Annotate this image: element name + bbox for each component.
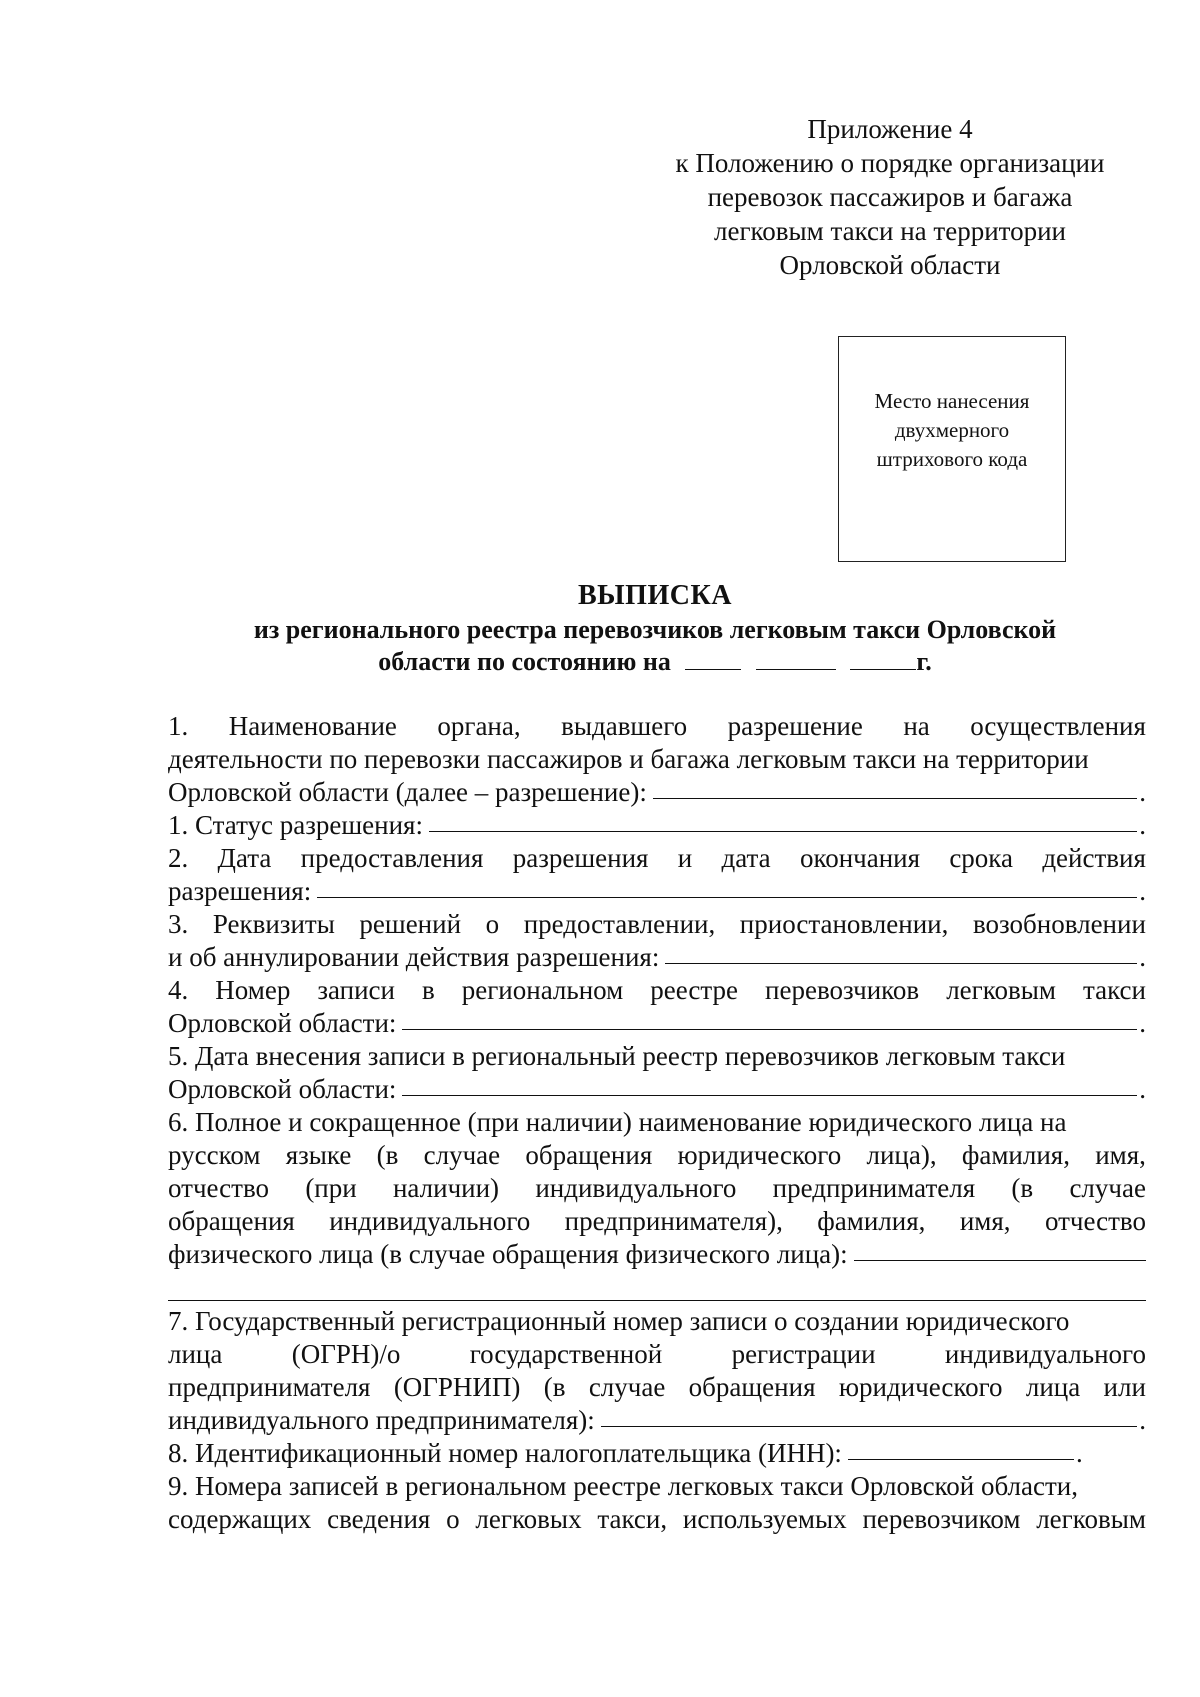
item-8-line: [168, 1437, 1146, 1470]
item-5-line-1: [168, 1040, 1146, 1073]
item-9-line-2: [168, 1503, 1146, 1536]
item-6-text: 6. Полное и сокращенное (при наличии) наименование юридического лица на: [168, 1107, 1067, 1137]
permit-status-label: 1. Статус разрешения:: [168, 810, 423, 840]
item-2-line-1: [168, 842, 1146, 875]
word: 2.: [168, 843, 189, 873]
word: предпринимателя: [772, 1173, 976, 1203]
word: отчество: [1044, 1206, 1146, 1236]
item-5-text: 5. Дата внесения записи в региональный реестр перевозчиков легковым такси: [168, 1041, 1066, 1071]
item-7-line-3: [168, 1371, 1146, 1404]
word: фамилия,: [817, 1206, 926, 1236]
registry-entry-date-field[interactable]: [402, 1073, 1137, 1096]
word: государственной: [469, 1339, 663, 1369]
word: органа,: [437, 711, 521, 741]
word: разрешения: [512, 843, 649, 873]
applicant-name-label: физического лица (в случае обращения физического лица):: [168, 1239, 848, 1269]
word: (в: [1011, 1173, 1034, 1203]
registry-entry-date-label: Орловской области:: [168, 1074, 397, 1104]
word: на: [903, 711, 930, 741]
period: .: [1139, 810, 1146, 840]
inn-label: 8. Идентификационный номер налогоплательщика (ИНН):: [168, 1438, 842, 1468]
period: .: [1139, 777, 1146, 807]
word: наличии): [392, 1173, 500, 1203]
word: (ОГРН)/о: [291, 1339, 401, 1369]
period: .: [1139, 1405, 1146, 1435]
barcode-box-line: двухмерного: [894, 417, 1010, 442]
word: Дата: [217, 843, 272, 873]
word: (ОГРНИП): [393, 1372, 521, 1402]
word: лица),: [866, 1140, 937, 1170]
word: 1.: [168, 711, 189, 741]
ogrn-field[interactable]: [601, 1404, 1138, 1427]
item-1-line-1: [168, 710, 1146, 743]
registry-entry-number-field[interactable]: [402, 1007, 1137, 1030]
item-2-line-2: [168, 875, 1146, 908]
word: Номер: [215, 975, 291, 1005]
word: лица: [168, 1339, 223, 1369]
word: лица: [1025, 1372, 1081, 1402]
word: фамилия,: [961, 1140, 1070, 1170]
document-title-block: [160, 578, 1150, 678]
word: обращения: [688, 1372, 816, 1402]
word: отчество: [168, 1173, 270, 1203]
appendix-header: [640, 112, 1140, 282]
word: такси,: [597, 1504, 668, 1534]
date-day-blank[interactable]: [685, 647, 741, 670]
subtitle-date-prefix: области по состоянию на: [378, 647, 671, 676]
item-1-line-3: [168, 776, 1146, 809]
word: предоставления: [300, 843, 484, 873]
word: русском: [168, 1140, 261, 1170]
item-6-line-3: [168, 1172, 1146, 1205]
appendix-line: Орловской области: [779, 250, 1001, 280]
word: 4.: [168, 975, 189, 1005]
word: языке: [285, 1140, 352, 1170]
item-9-text: 9. Номера записей в региональном реестре легковых такси Орловской области,: [168, 1471, 1078, 1501]
word: обращения: [168, 1206, 295, 1236]
appendix-line: перевозок пассажиров и багажа: [707, 182, 1073, 212]
permit-status-line: [168, 809, 1146, 842]
item-7-line-1: [168, 1305, 1146, 1338]
word: случае: [1069, 1173, 1146, 1203]
word: предоставлении,: [523, 909, 716, 939]
item-4-line-1: [168, 974, 1146, 1007]
item-5-line-2: [168, 1073, 1146, 1106]
word: предпринимателя),: [564, 1206, 783, 1236]
word: сведения: [327, 1504, 431, 1534]
word: случае: [423, 1140, 501, 1170]
item-3-line-1: [168, 908, 1146, 941]
word: Реквизиты: [212, 909, 335, 939]
item-6-line-4: [168, 1205, 1146, 1238]
extract-fields: [168, 710, 1146, 1536]
item-3-line-2: [168, 941, 1146, 974]
issuing-authority-field[interactable]: [653, 776, 1137, 799]
date-year-blank[interactable]: [850, 647, 916, 670]
item-6-line-2: [168, 1139, 1146, 1172]
word: легковых: [475, 1504, 582, 1534]
word: Наименование: [228, 711, 397, 741]
word: о: [446, 1504, 460, 1534]
word: решений: [359, 909, 462, 939]
decision-details-field[interactable]: [665, 941, 1137, 964]
word: легковым: [1036, 1504, 1146, 1534]
applicant-name-field-continuation[interactable]: [168, 1271, 1146, 1301]
appendix-line: к Положению о порядке организации: [675, 148, 1105, 178]
word: перевозчиком: [862, 1504, 1021, 1534]
date-month-blank[interactable]: [756, 647, 836, 670]
word: (в: [376, 1140, 399, 1170]
inn-field[interactable]: [848, 1437, 1074, 1460]
word: о: [485, 909, 500, 939]
word: юридического: [838, 1372, 1003, 1402]
item-9-line-1: [168, 1470, 1146, 1503]
word: индивидуального: [329, 1206, 531, 1236]
word: регистрации: [731, 1339, 876, 1369]
item-1-text: деятельности по перевозки пассажиров и багажа легковым такси на территории: [168, 744, 1089, 774]
word: случае: [588, 1372, 666, 1402]
word: в: [421, 975, 435, 1005]
word: (в: [543, 1372, 566, 1402]
word: выдавшего: [561, 711, 688, 741]
appendix-line: легковым такси на территории: [713, 216, 1066, 246]
document-subtitle-line2: [160, 646, 1150, 678]
document-title: ВЫПИСКА: [578, 580, 732, 611]
word: обращения: [525, 1140, 653, 1170]
item-7-line-2: [168, 1338, 1146, 1371]
permit-dates-label: разрешения:: [168, 876, 312, 906]
barcode-placeholder-box: [838, 336, 1066, 562]
item-6-line-5: [168, 1238, 1146, 1271]
item-1-line-2: [168, 743, 1146, 776]
applicant-name-field[interactable]: [854, 1238, 1146, 1261]
word: записи: [317, 975, 395, 1005]
word: содержащих: [168, 1504, 312, 1534]
item-6-line-1: [168, 1106, 1146, 1139]
word: срока: [949, 843, 1014, 873]
item-7-line-4: [168, 1404, 1146, 1437]
appendix-line: Приложение 4: [807, 114, 973, 144]
word: возобновлении: [972, 909, 1146, 939]
word: разрешение: [727, 711, 863, 741]
subtitle-date-suffix: г.: [916, 647, 932, 676]
barcode-box-line: штрихового кода: [876, 446, 1028, 471]
word: имя,: [1095, 1140, 1146, 1170]
issuing-authority-label: Орловской области (далее – разрешение):: [168, 777, 647, 807]
period: .: [1139, 1074, 1146, 1104]
decision-details-label: и об аннулировании действия разрешения:: [168, 942, 660, 972]
document-subtitle-line1: из регионального реестра перевозчиков легковым такси Орловской: [253, 615, 1057, 644]
word: приостановлении,: [739, 909, 949, 939]
period: .: [1139, 876, 1146, 906]
ogrn-label: индивидуального предпринимателя):: [168, 1405, 595, 1435]
word: 3.: [168, 909, 189, 939]
registry-entry-number-label: Орловской области:: [168, 1008, 397, 1038]
word: перевозчиков: [765, 975, 920, 1005]
barcode-box-line: Место нанесения: [874, 388, 1030, 413]
word: имя,: [959, 1206, 1011, 1236]
word: и: [677, 843, 693, 873]
permit-status-field[interactable]: [429, 809, 1137, 832]
word: окончания: [799, 843, 921, 873]
word: легковым: [946, 975, 1056, 1005]
word: или: [1103, 1372, 1146, 1402]
word: индивидуального: [944, 1339, 1146, 1369]
word: реестре: [650, 975, 739, 1005]
word: дата: [721, 843, 771, 873]
item-7-text: 7. Государственный регистрационный номер записи о создании юридического: [168, 1306, 1070, 1336]
word: осуществления: [970, 711, 1146, 741]
item-4-line-2: [168, 1007, 1146, 1040]
permit-dates-field[interactable]: [317, 875, 1137, 898]
word: предпринимателя: [168, 1372, 371, 1402]
word: (при: [305, 1173, 357, 1203]
word: используемых: [682, 1504, 847, 1534]
word: такси: [1082, 975, 1146, 1005]
period: .: [1139, 942, 1146, 972]
period: .: [1139, 1008, 1146, 1038]
word: действия: [1042, 843, 1146, 873]
period: .: [1075, 1438, 1083, 1468]
word: юридического: [677, 1140, 842, 1170]
word: индивидуального: [535, 1173, 737, 1203]
word: региональном: [461, 975, 624, 1005]
